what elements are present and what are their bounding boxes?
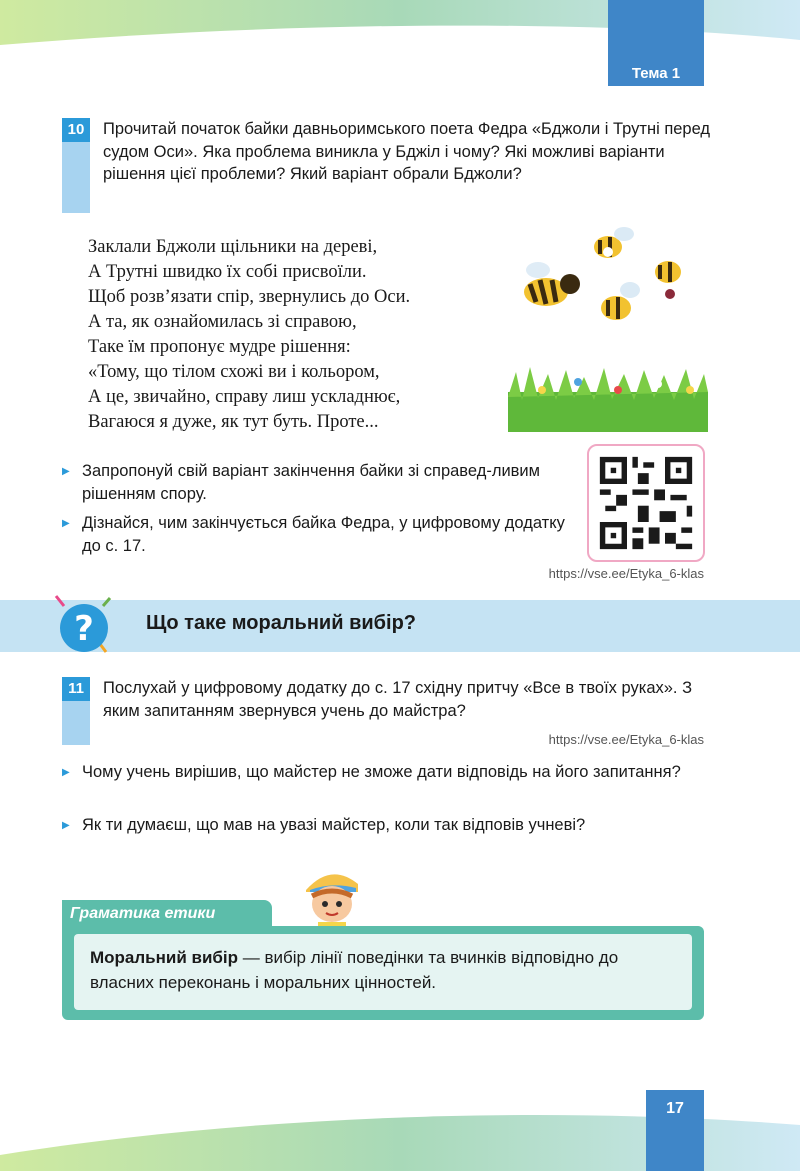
poem-line: А та, як ознайомилась зі справою, <box>88 312 357 332</box>
task-10-bullet-1: ▶ Запропонуй свій варіант закінчення байки зі справед-ливим рішенням спору. <box>62 460 572 505</box>
grammar-tab: Граматика етики <box>62 900 272 928</box>
svg-text:?: ? <box>74 609 94 649</box>
task-11-bullet-2: ▶ Як ти думаєш, що мав на увазі майстер, коли так відповів учневі? <box>62 814 712 837</box>
page-number: 17 <box>666 1100 684 1117</box>
task-10-badge <box>62 118 90 213</box>
task-10-url[interactable]: https://vse.ee/Etyka_6-klas <box>548 566 704 581</box>
qr-code-icon <box>589 446 703 560</box>
poem-line: «Тому, що тілом схожі ви і кольором, <box>88 362 380 382</box>
task-11-bullet-1: ▶ Чому учень вирішив, що майстер не зможе дати відповідь на його запитання? <box>62 761 712 784</box>
grass-icon <box>508 367 708 432</box>
bee-icon <box>601 282 640 320</box>
task-11-url[interactable]: https://vse.ee/Etyka_6-klas <box>548 732 704 747</box>
task-11-badge <box>62 677 90 745</box>
task-11-number: 11 <box>62 677 90 701</box>
poem-line: Заклали Бджоли щільники на дереві, <box>88 237 378 257</box>
qr-code[interactable] <box>587 444 705 562</box>
grammar-term: Моральний вибір <box>90 948 239 967</box>
bees-meadow-illustration <box>508 222 708 432</box>
boy-illustration <box>296 862 366 932</box>
poem-line: Щоб розв’язати спір, звернулись до Оси. <box>88 287 411 307</box>
page-number-tab <box>646 1090 704 1171</box>
theme-label: Тема 1 <box>631 65 681 82</box>
poem-line: А Трутні швидко їх собі присвоїли. <box>88 262 367 282</box>
section-title: Що таке моральний вибір? <box>146 612 417 634</box>
task-10-number: 10 <box>62 118 90 142</box>
task-11-text: Послухай у цифровому додатку до с. 17 східну притчу «Все в твоїх руках». З яким запитанням звернувся учень до майстра? <box>103 679 693 720</box>
theme-tab <box>608 0 704 86</box>
grammar-definition-text: — вибір лінії поведінки та вчинків відповідно до власних переконань і моральних цінностей. <box>90 948 619 992</box>
question-icon <box>48 592 118 662</box>
poem-line: Таке їм пропонує мудре рішення: <box>88 337 351 357</box>
bee-icon <box>524 262 580 306</box>
task-10-bullet-2: ▶ Дізнайся, чим закінчується байка Федра, у цифровому додатку до с. 17. <box>62 512 572 557</box>
poem-line: А це, звичайно, справу лиш ускладнює, <box>88 387 401 407</box>
bee-icon <box>594 227 634 258</box>
poem-line: Вагаюся я дуже, як тут буть. Проте... <box>88 412 379 432</box>
poem <box>88 235 518 435</box>
task-10-text: Прочитай початок байки давньоримського поета Федра «Бджоли і Трутні перед судом Оси». Яка проблема виникла у Бджіл і чому? Які можливі варіанти рішення цієї проблеми? Який варіант обрали Бджоли? <box>103 120 711 183</box>
bee-icon <box>655 261 681 299</box>
grammar-definition <box>90 945 680 995</box>
